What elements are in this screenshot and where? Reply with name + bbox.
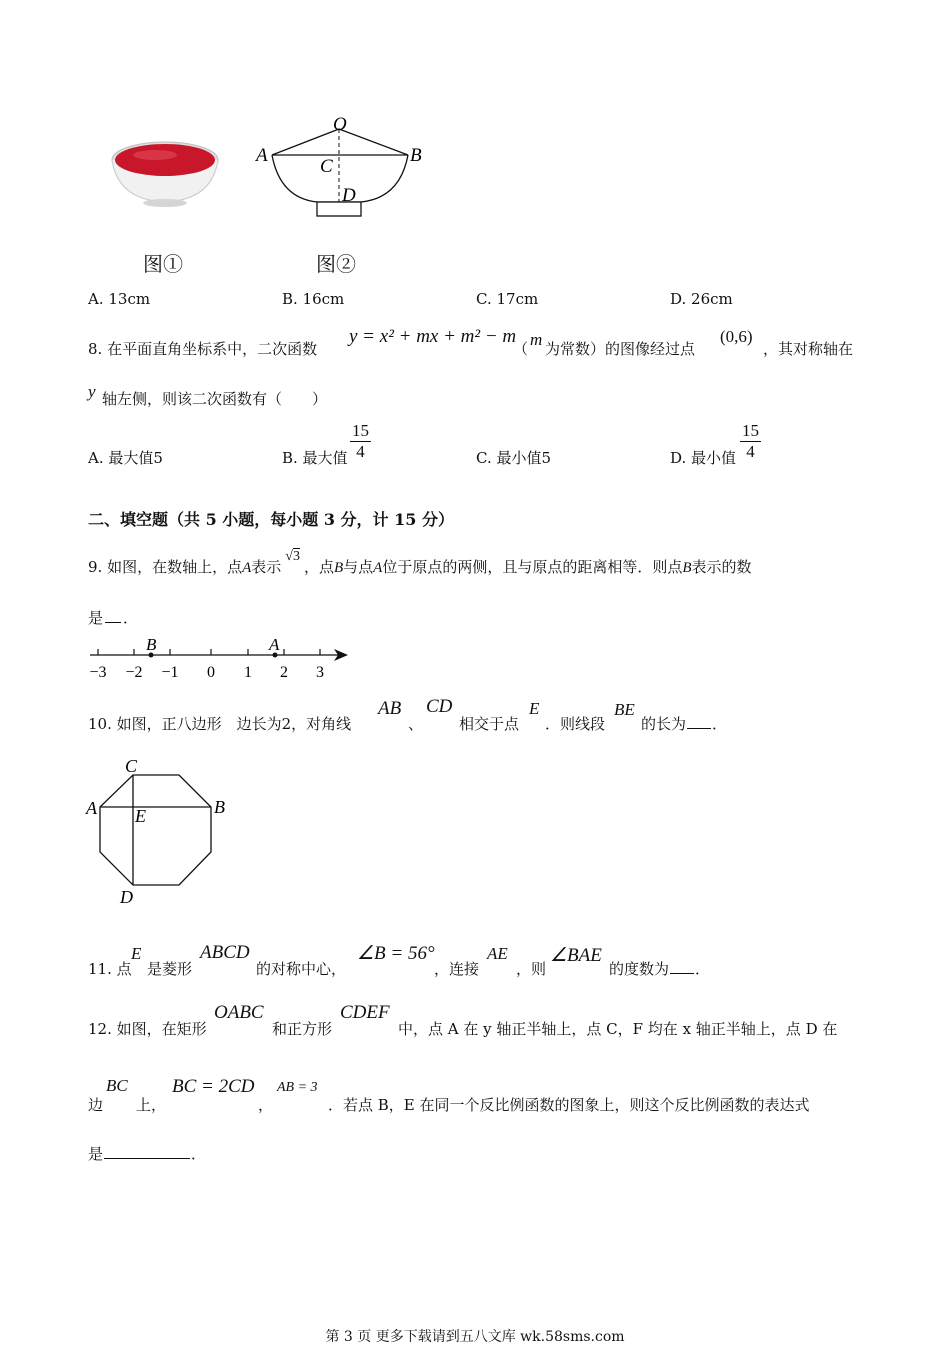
q8-function: y = x² + mx + m² − m	[349, 326, 517, 347]
q9-text: 9. 如图，在数轴上，点	[88, 558, 243, 576]
q12-text: 是	[88, 1145, 104, 1163]
q8-paren: （	[513, 340, 529, 358]
fraction-numerator: 15	[352, 421, 369, 440]
q8-option-a: A. 最大值5	[88, 449, 163, 467]
q10-e: E	[529, 699, 540, 718]
q8-line2: 轴左侧，则该二次函数有（ ）	[102, 390, 328, 408]
q11-ae: AE	[487, 944, 508, 963]
q11-text: ．	[695, 960, 711, 978]
label-C: C	[320, 156, 333, 177]
point-b-label: B	[146, 635, 157, 654]
number-line-ticks	[89, 649, 324, 681]
q10-be: BE	[614, 700, 635, 719]
q12-text-2: 和正方形	[272, 1020, 333, 1038]
q8-const-note: 为常数）的图像经过点	[545, 340, 696, 358]
q11-text: 的度数为	[609, 960, 670, 978]
q12-eq1: BC = 2CD	[172, 1076, 255, 1097]
axis-tick-label: 0	[207, 664, 215, 681]
q9-text: 是	[88, 609, 104, 627]
axis-tick-label: −3	[89, 664, 107, 681]
figure-caption-2: 图②	[316, 252, 356, 276]
q9-answer-blank[interactable]	[105, 608, 121, 623]
q9-line2	[88, 607, 138, 628]
page-footer: 第 3 页 更多下载请到五八文库 wk.58sms.com	[325, 1329, 625, 1345]
q11-angle-bae: ∠BAE	[550, 945, 602, 966]
q8-point: (0,6)	[720, 327, 753, 346]
q11-text-2: 是菱形	[147, 960, 193, 978]
q8-option-b-label: B. 最大值	[282, 449, 348, 467]
q9-var-b: B	[333, 560, 344, 576]
q11-text-5: ，则	[516, 960, 547, 978]
q7-option-c: C. 17cm	[476, 290, 539, 308]
q10-text-1: 10. 如图，正八边形 边长为2，对角线	[88, 715, 352, 733]
q11-answer-blank[interactable]	[670, 959, 694, 974]
q9-text: 表示	[251, 558, 282, 576]
q10-text: ．	[712, 715, 728, 733]
q10-sep: 、	[408, 715, 424, 733]
q8-prefix: 8. 在平面直角坐标系中，二次函数	[88, 340, 318, 358]
q12-oabc: OABC	[214, 1002, 264, 1023]
q7-option-a: A. 13cm	[88, 290, 151, 308]
fraction-denominator: 4	[356, 442, 365, 461]
axis-tick-label: −1	[161, 664, 179, 681]
bowl-photo	[100, 130, 230, 210]
q8-option-d-fraction	[740, 421, 761, 462]
q9-sqrt: √3	[285, 549, 300, 564]
bowl-inside	[115, 144, 215, 176]
number-line	[82, 632, 352, 684]
point-a-label: A	[269, 635, 280, 654]
q9-sqrt-value: 3	[292, 549, 300, 564]
figure-caption-1: 图①	[143, 252, 183, 276]
q9-text: 位于原点的两侧，且与原点的距离相等．则点	[382, 558, 683, 576]
q10-answer-blank[interactable]	[687, 714, 711, 729]
q9-line1	[88, 549, 752, 577]
q12-cdef: CDEF	[340, 1002, 390, 1023]
q8-y-var: y	[88, 382, 96, 401]
q10-ab: AB	[378, 698, 402, 719]
q9-text: 与点	[343, 558, 374, 576]
q12-line3	[88, 1143, 206, 1164]
axis-tick-label: 2	[280, 664, 288, 681]
q10-text-3: ．则线段	[545, 715, 606, 733]
q12-eq2: AB = 3	[277, 1080, 318, 1095]
q8-option-c: C. 最小值5	[476, 449, 552, 467]
q11-e: E	[131, 944, 142, 963]
label-D: D	[342, 185, 356, 206]
q10-text-4	[641, 713, 727, 734]
q11-angle-b: ∠B = 56°	[357, 943, 435, 964]
q12-text-5: 上，	[136, 1096, 167, 1114]
q11-text-1: 11. 点	[88, 960, 132, 978]
axis-tick-label: 3	[316, 664, 324, 681]
label-B: B	[410, 145, 422, 166]
q8-option-b-fraction	[350, 421, 371, 462]
label-B: B	[214, 797, 225, 817]
q7-option-d: D. 26cm	[670, 290, 733, 308]
label-O: O	[333, 114, 347, 135]
q12-text-6: ．若点 B，E 在同一个反比例函数的图象上，则这个反比例函数的表达式	[328, 1096, 810, 1114]
q12-text: ．	[191, 1145, 207, 1163]
octagon-diagram	[84, 754, 234, 910]
q9-var-a: A	[242, 560, 252, 576]
q9-text: ，点	[303, 558, 334, 576]
section-heading: 二、填空题（共 5 小题，每小题 3 分，计 15 分）	[88, 510, 454, 529]
bowl-diagram	[250, 112, 430, 222]
q12-text-3: 中，点 A 在 y 轴正半轴上，点 C，F 均在 x 轴正半轴上，点 D 在	[398, 1020, 838, 1038]
q8-option-d-label: D. 最小值	[670, 449, 737, 467]
q12-comma: ，	[258, 1096, 274, 1114]
label-E: E	[135, 806, 146, 826]
label-A: A	[256, 145, 268, 166]
q9-text: 表示的数	[691, 558, 752, 576]
label-D: D	[120, 887, 133, 907]
q8-m-var: m	[530, 330, 543, 349]
q10-text-2: 相交于点	[459, 715, 520, 733]
fraction-denominator: 4	[746, 442, 755, 461]
q11-text-3: 的对称中心，	[256, 960, 347, 978]
q12-bc: BC	[106, 1076, 128, 1095]
label-C: C	[125, 756, 138, 776]
q9-var-a: A	[373, 560, 383, 576]
q10-cd: CD	[426, 696, 453, 717]
q9-text: ．	[123, 609, 139, 627]
axis-tick-label: 1	[244, 664, 252, 681]
q12-text-1: 12. 如图，在矩形	[88, 1020, 207, 1038]
q12-answer-blank[interactable]	[104, 1144, 190, 1159]
q7-option-b: B. 16cm	[282, 290, 345, 308]
q11-text-6	[609, 958, 710, 979]
label-A: A	[86, 798, 97, 818]
q12-text-4: 边	[88, 1096, 104, 1114]
q10-text: 的长为	[641, 715, 687, 733]
axis-tick-label: −2	[125, 664, 143, 681]
q11-text-4: ，连接	[434, 960, 480, 978]
q8-tail: ，其对称轴在	[763, 340, 854, 358]
fraction-numerator: 15	[742, 421, 759, 440]
q9-var-b: B	[682, 560, 692, 576]
q11-abcd: ABCD	[200, 942, 250, 963]
